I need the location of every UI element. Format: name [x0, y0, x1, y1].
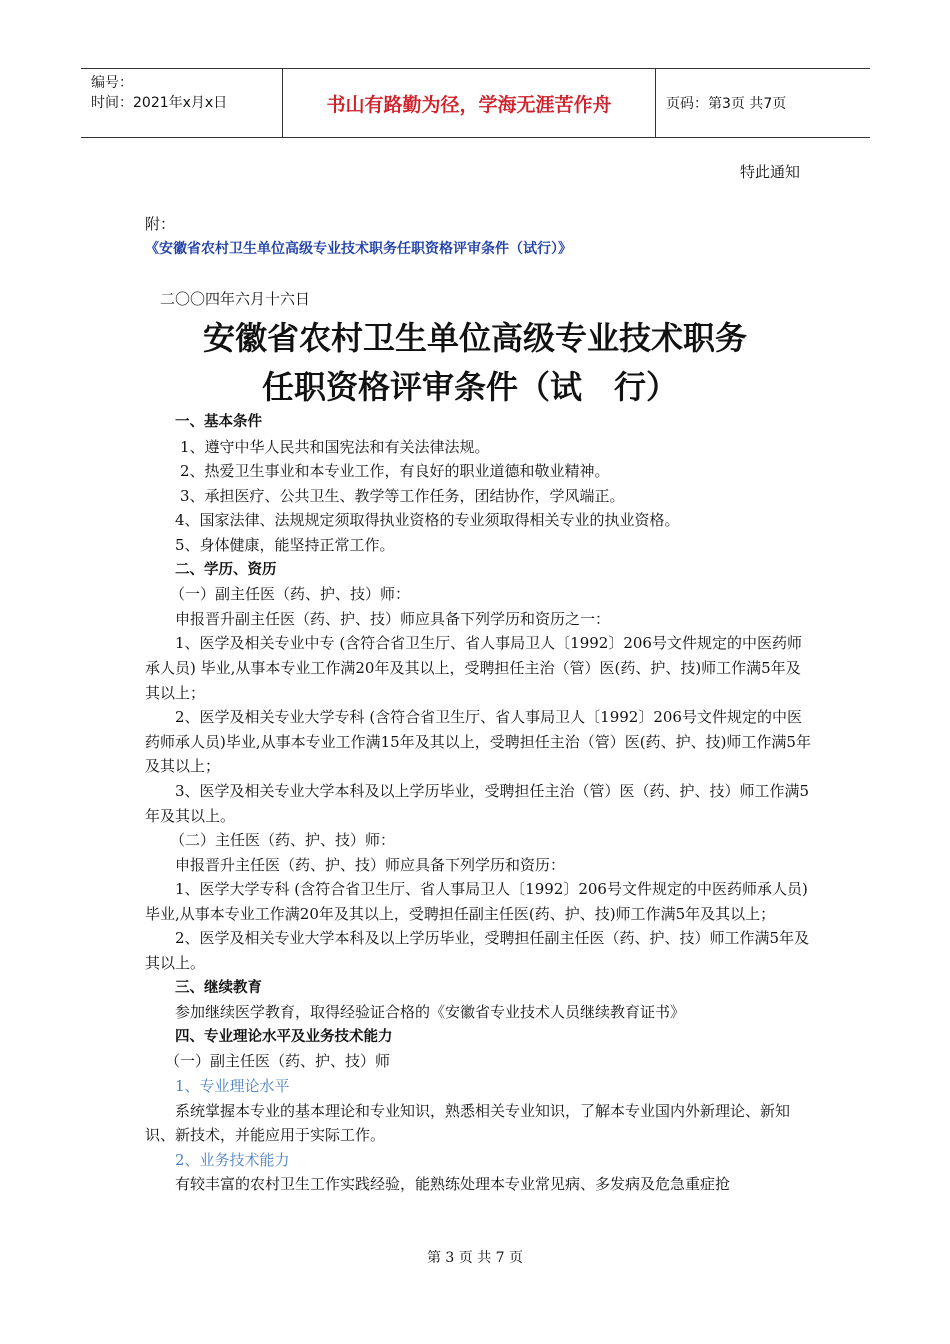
section-heading: 三、继续教育: [175, 979, 262, 996]
attachment-link[interactable]: 《安徽省农村卫生单位高级专业技术职务任职资格评审条件（试行）》: [145, 241, 572, 257]
number-label: 编号：: [91, 75, 133, 91]
page-footer: 第 3 页 共 7 页: [426, 1250, 524, 1266]
paragraph: 1、医学大学专科 (含符合省卫生厅、省人事局卫人〔1992〕206号文件规定的中医药师承人员)毕业,从事本专业工作满20年及其以上，受聘担任副主任医(药、护、技)师工作满5年及其以上；: [145, 880, 808, 923]
paragraph: 申报晋升副主任医（药、护、技）师应具备下列学历和资历之一：: [175, 609, 611, 628]
subheading-link: 2、业务技术能力: [175, 1150, 290, 1169]
list-item: 3、承担医疗、公共卫生、教学等工作任务，团结协作，学风端正。: [180, 486, 625, 505]
header-meta: [81, 69, 283, 137]
paragraph: 系统掌握本专业的基本理论和专业知识，熟悉相关专业知识，了解本专业国内外新理论、新知识、新技术，并能应用于实际工作。: [145, 1101, 791, 1145]
subheading-link: 1、专业理论水平: [175, 1077, 290, 1096]
document-date: 二〇〇四年六月十六日: [160, 290, 311, 308]
subsection-heading: （二）主任医（药、护、技）师：: [170, 831, 396, 850]
section-heading: 四、专业理论水平及业务技术能力: [175, 1028, 393, 1045]
document-title-line1: 安徽省农村卫生单位高级专业技术职务: [202, 319, 747, 357]
paragraph: 2、医学及相关专业大学本科及以上学历毕业，受聘担任副主任医（药、护、技）师工作满5年及其以上。: [145, 929, 810, 973]
paragraph: 1、医学及相关专业中专 (含符合省卫生厅、省人事局卫人〔1992〕206号文件规定的中医药师承人员) 毕业,从事本专业工作满20年及其以上，受聘担任主治（管）医(药、护、技)师工作满5年及其以上；: [145, 634, 802, 702]
list-item: 5、身体健康，能坚持正常工作。: [175, 535, 395, 554]
notice-text: 特此通知: [740, 163, 801, 181]
header-table: [81, 68, 870, 138]
attachment-label: 附：: [145, 215, 176, 233]
paragraph: 参加继续医学教育，取得经验证合格的《安徽省专业技术人员继续教育证书》: [175, 1003, 686, 1022]
paragraph: 申报晋升主任医（药、护、技）师应具备下列学历和资历：: [175, 855, 566, 874]
subsection-heading: （一）副主任医（药、护、技）师：: [170, 585, 411, 604]
paragraph: 2、医学及相关专业大学专科 (含符合省卫生厅、省人事局卫人〔1992〕206号文件规定的中医药师承人员)毕业,从事本专业工作满15年及其以上，受聘担任主治（管）医(药、护、技)师工作满5年及其以上；: [145, 708, 811, 776]
page-info: 页码：第3页 共7页: [666, 96, 787, 112]
paragraph: 有较丰富的农村卫生工作实践经验，能熟练处理本专业常见病、多发病及危急重症抢: [175, 1175, 731, 1194]
paragraph: 3、医学及相关专业大学本科及以上学历毕业，受聘担任主治（管）医（药、护、技）师工作满5年及其以上。: [145, 781, 810, 825]
document-body: [145, 410, 815, 1197]
list-item: 2、热爱卫生事业和本专业工作，有良好的职业道德和敬业精神。: [180, 462, 610, 481]
subsection-heading: （一）副主任医（药、护、技）师: [165, 1052, 391, 1071]
document-title-line2: 任职资格评审条件（试 行）: [262, 368, 679, 406]
list-item: 4、国家法律、法规规定须取得执业资格的专业须取得相关专业的执业资格。: [175, 511, 680, 530]
list-item: 1、遵守中华人民共和国宪法和有关法律法规。: [180, 437, 490, 456]
motto: 书山有路勤为径，学海无涯苦作舟: [283, 69, 656, 137]
time-label: 时间：2021年x月x日: [91, 95, 228, 111]
section-heading: 二、学历、资历: [175, 561, 277, 578]
section-heading: 一、基本条件: [175, 414, 262, 430]
